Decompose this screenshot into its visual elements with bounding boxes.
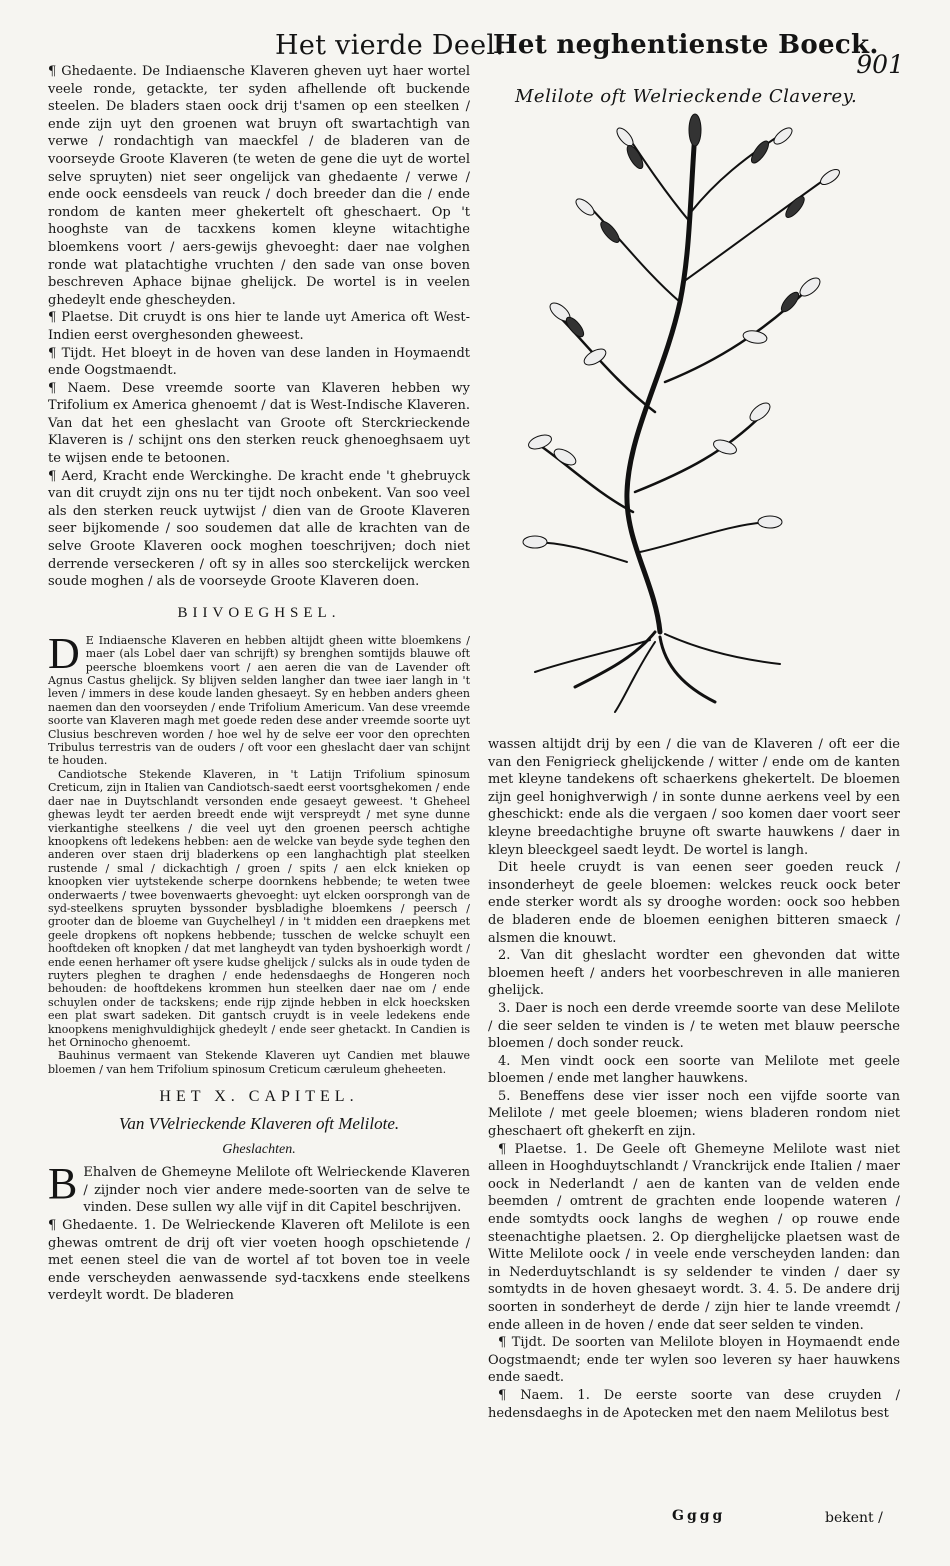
- paragraph-scent: Dit heele cruydt is van eenen seer goeden reuck / insonderheyt de geele bloemen: welckes reuck oock beter ende sterker wordt als sy drooghe worden: oock soo hebben de bladeren ende de bloemen eenighen bitteren smaeck / alsmen die knouwt.: [488, 860, 900, 946]
- paragraph-plaetse: ¶ Plaetse. Dit cruydt is ons hier te lande uyt America oft West-Indien eerst overghesonden gheweest.: [48, 310, 470, 343]
- paragraph-kind-3: 3. Daer is noch een derde vreemde soorte van dese Melilote / die seer selden te vinden is / te weten met blauw peersche bloemen / doch sonder reuck.: [488, 1000, 900, 1052]
- paragraph-tijdt: ¶ Tijdt. Het bloeyt in de hoven van dese landen in Hoymaendt ende Oogstmaendt.: [48, 345, 470, 379]
- chapter-intro-text: Ehalven de Ghemeyne Melilote oft Welrieckende Klaveren / zijnder noch vier andere mede-soorten van de selve te vinden. Dese sullen wy alle vijf in dit Capitel beschrijven.: [83, 1165, 470, 1216]
- paragraph-kind-4: 4. Men vindt oock een soorte van Melilote met geele bloemen / ende met langher hauwkens.: [488, 1053, 900, 1087]
- signature-mark: Gggg: [672, 1508, 726, 1524]
- running-head-part: Het vierde Deel.: [275, 30, 505, 61]
- paragraph-aerd-kracht: ¶ Aerd, Kracht ende Werckinghe. De kracht ende 't ghebruyck van dit cruydt zijn ons nu ter tijdt noch onbekent. Van soo veel als den sterken reuck uytwijst / dien van de Groote Klaveren seer bijkomende / soo soudemen dat alle de krachten van de selve Groote Klaveren oock moghen toeschrijven; doch niet derrende verseckeren / oft sy in alles soo sterckelijck wercken soude moghen / als de voorseyde Groote Klaveren doen.: [48, 468, 470, 590]
- catchword: bekent /: [825, 1510, 883, 1526]
- right-text-column: [488, 736, 900, 1422]
- paragraph-leaf-description: wassen altijdt drij by een / die van de Klaveren / oft eer die van den Fenigrieck ghelijckende / witter / ende om de kanten met kleyne tandekens oft schaerkens ghekertelt. De bloemen zijn geel honighverwigh / in sonte dunne aerkens veel by een gheschickt: ende als die vergaen / soo komen daer voort seer kleyne breedachtighe bruyne oft swarte hauwkens / daer in kleyn bleeckgeel saedt leydt. De wortel is langh.: [488, 737, 900, 858]
- plant-drawing: [515, 112, 885, 730]
- supplement-paragraph-1: [48, 628, 470, 768]
- paragraph-ghedaente: ¶ Ghedaente. De Indiaensche Klaveren gheven uyt haer wortel veele ronde, getackte, ter syden afhellende oft buckende steelen. De bladers staen oock drij t'samen op een steelken / ende zijn uyt den groenen wat bruyn oft swartachtigh van verwe / rondachtigh van maeckfel / de bladeren van de voorseyde Groote Klaveren (te weten de gene die uyt de wortel selve spruyten) niet seer ongelijck van ghedaente / verwe / ende oock eensdeels van reuck / doch breeder dan die / ende rondom de kanten meer ghekertelt oft gheschaert. Op 't hooghste van de tacxkens komen kleyne witachtighe bloemkens voort / aers-gewijs ghevoeght: daer nae volghen ronde wat platachtighe vruchten / den sade van onse boven beschreven Aphace bijnae ghelijck. De wortel is in veelen ghedeylt ende ghescheyden.: [48, 64, 470, 308]
- woodcut-plant-illustration: [515, 112, 885, 730]
- section-title-bijvoeghsel: BIIVOEGHSEL.: [177, 604, 341, 621]
- paragraph-kind-2: 2. Van dit gheslacht wordter een ghevonden dat witte bloemen heeft / anders het voorbeschreven in alle manieren ghelijck.: [488, 948, 900, 999]
- chapter-genera-heading: Gheslachten.: [222, 1142, 296, 1158]
- supplement-text-1: E Indiaensche Klaveren en hebben altijdt gheen witte bloemkens / maer (als Lobel daer van schrijft) sy brenghen somtijds blauwe oft peersche bloemkens voort / aen aeren die van de Lavender oft Agnus Castus ghelijck. Sy blijven selden langher dan twee iaer langh in 't leven / immers in dese koude landen ghesaeyt. Sy en hebben anders gheen naemen dan den voorseyden / ende Trifolium Americum. Van dese vreemde soorte van Klaveren magh met goede reden dese ander vreemde soorte uyt Clusius beschreven worden / hoe wel hy de selve eer voor den oprechten Tribulus terrestris van de ouders / oft voor een gheslacht daer van schijnt te houden.: [48, 633, 470, 768]
- page-number: 901: [856, 50, 904, 79]
- chapter-subtitle: Van VVelrieckende Klaveren oft Melilote.: [118, 1114, 400, 1134]
- left-text-column: [48, 63, 470, 1305]
- paragraph-tijdt: ¶ Tijdt. De soorten van Melilote bloyen in Hoymaendt ende Oogstmaendt; ende ter wylen soo leveren sy haer hauwkens ende saedt.: [488, 1335, 900, 1386]
- paragraph-kind-5: 5. Beneffens dese vier isser noch een vijfde soorte van Melilote / met geele bloemen; wiens bladeren rondom niet gheschaert oft ghekerft en zijn.: [488, 1088, 900, 1140]
- figure-caption: Melilote oft Welrieckende Claverey.: [515, 86, 858, 107]
- running-head-book: Het neghentienste Boeck.: [493, 30, 879, 60]
- drop-cap: D: [48, 628, 80, 678]
- paragraph-naem: ¶ Naem. 1. De eerste soorte van dese cruyden / hedensdaeghs in de Apotecken met den naem Melilotus best: [488, 1387, 900, 1421]
- paragraph-naem: ¶ Naem. Dese vreemde soorte van Klaveren hebben wy Trifolium ex America ghenoemt / dat is West-Indische Klaveren. Van dat het een gheslacht van Groote oft Sterckrieckende Klaveren is / schijnt ons den sterken reuck ghenoeghsaem uyt te wijsen ende te betoonen.: [48, 380, 470, 467]
- chapter-title: HET X. CAPITEL.: [159, 1088, 359, 1106]
- supplement-paragraph-2: Candiotsche Stekende Klaveren, in 't Latijn Trifolium spinosum Creticum, zijn in Italien van Candiotsch-saedt eerst voortsghekomen / ende daer nae in Duytschlandt versonden ende gesaeyt geweest. 't Gheheel ghewas leydt ter aerden breedt ende wijt verspreydt / met syne dunne vierkantighe steelkens / die veel uyt den groenen peersch achtighe knoopkens oft ledekens hebben: aen de welcke van beyde syde teghen den anderen over staen drij bladerkens op een langhachtigh plat steelken rustende / smal / dickachtigh / groen / spits / aen elck knieken op knoopken vier uytstekende scherpe doornkens hebbende; te weten twee onderwaerts / twee bovenwaerts ghevoeght: uyt elcken oorsprongh van de syd-steelkens spruyten byssonder bysbladighe bloemkens / peersch / grooter dan de bloeme van Guychelheyl / in 't midden een draepkens met geele dropkens oft nopkens hebbende; tusschen de welcke schuylt een hooftdeken oft knopken / dat met langheydt van tyden byshoerkigh wordt / ende eenen herhamer oft ysere kudse ghelijck / sulcks als in oude tyden de ruyters pleghen te draghen / ende hedensdaeghs de Hongeren noch behouden: de hooftdekens krommen hun steelken daer nae om / ende schuylen onder de tackskens; ende rijp zijnde hebben in elck hoecksken een plat swart sadeken. Dit gantsch cruydt is in veele ledekens ende knoopkens menighvuldighijck ghedeylt / ende seer ghetackt. In Candien is het Orninocho ghenoemt.: [48, 767, 470, 1049]
- supplement-paragraph-3: Bauhinus vermaent van Stekende Klaveren uyt Candien met blauwe bloemen / van hem Trifolium spinosum Creticum cæruleum gheheeten.: [48, 1049, 470, 1076]
- drop-cap: B: [48, 1159, 78, 1209]
- paragraph-plaetse: ¶ Plaetse. 1. De Geele oft Ghemeyne Melilote wast niet alleen in Hooghduytschlandt / Vranckrijck ende Italien / maer oock in Nederlandt / aen de kanten van de velden ende beemden / omtrent de grachten ende loopende wateren / ende somtydts oock langhs de weghen / op rouwe ende steenachtighe plaetsen. 2. Op dierghelijcke plaetsen wast de Witte Melilote oock / in veele ende verscheyden landen: dan in Nederduytschlandt is sy seldender te vinden / daer sy somtydts in de hoven ghesaeyt wordt. 3. 4. 5. De andere drij soorten in sonderheyt de derde / zijn hier te lande vreemdt / ende alleen in de hoven / ende dat seer selden te vinden.: [488, 1141, 900, 1333]
- chapter-ghedaente-paragraph: ¶ Ghedaente. 1. De Welrieckende Klaveren oft Melilote is een ghewas omtrent de drij oft vier voeten hoogh opschietende / met eenen steel die van de wortel af tot boven toe in veele ende verscheyden aenwassende syd-tacxkens ende steelkens verdeylt wordt. De bladeren: [48, 1218, 470, 1304]
- chapter-intro-paragraph: [48, 1159, 470, 1217]
